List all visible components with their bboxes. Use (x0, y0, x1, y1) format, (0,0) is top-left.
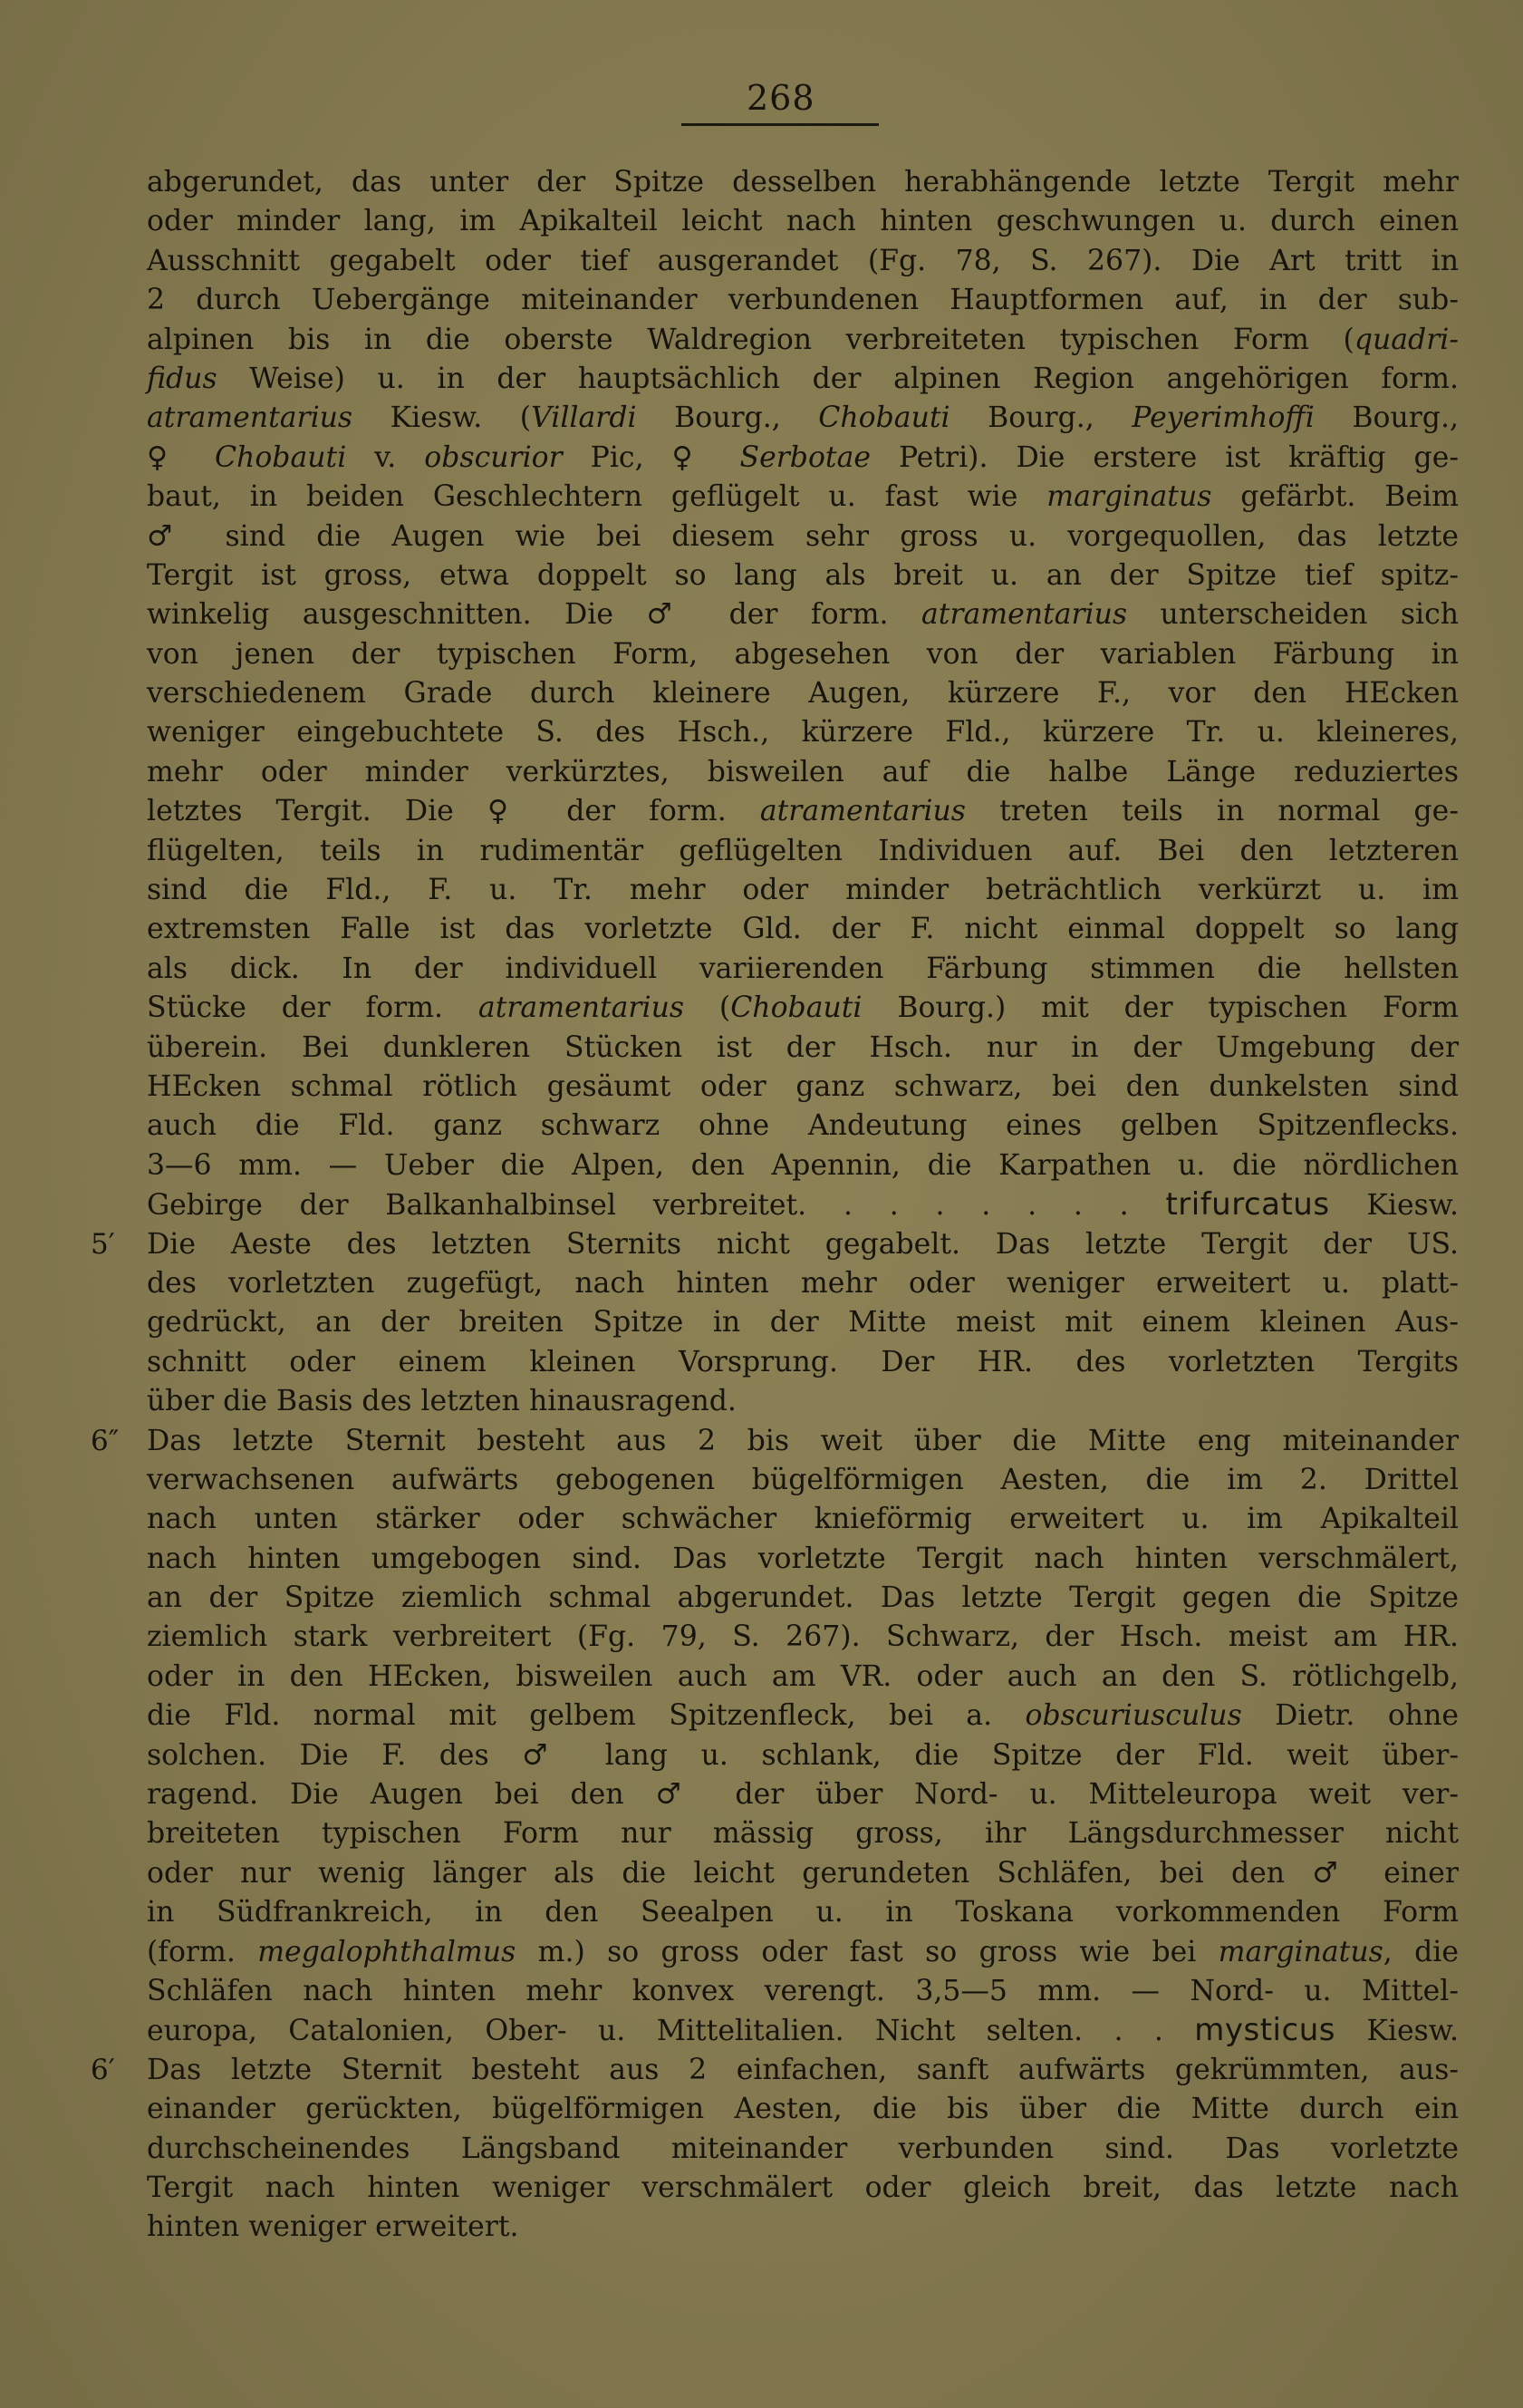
text-line: durchscheinendes Längsband miteinander verbunden sind. Das vorletzte (147, 2132, 1459, 2165)
text-line (147, 1697, 1459, 1736)
text-span: (form. (147, 1935, 258, 1968)
text-line: ♂ sind die Augen wie bei diesem sehr gross u. vorgequollen, das letzte (147, 519, 1459, 553)
taxon-name: Serbotae (739, 440, 871, 474)
page-number: 268 (747, 78, 815, 118)
text-span: Kiesw. ( (352, 401, 532, 435)
text-line: HEcken schmal rötlich gesäumt oder ganz schwarz, bei den dunkelsten sind (147, 1069, 1459, 1103)
taxon-name: obscuriusculus (1025, 1699, 1242, 1733)
text-span: Bourg.) mit der typischen Form (862, 991, 1459, 1025)
text-span: Kiesw. (1329, 1189, 1459, 1223)
text-line: Schläfen nach hinten mehr konvex verengt. 3,5—5 mm. — Nord- u. Mittel- (147, 1974, 1459, 2007)
text-span: ( (684, 991, 731, 1025)
taxon-name: Peyerimhoffi (1132, 401, 1315, 435)
taxon-name: megalophthalmus (257, 1935, 516, 1968)
text-line: an der Spitze ziemlich schmal abgerundet. Das letzte Tergit gegen die Spitze (147, 1581, 1459, 1615)
text-line: mehr oder minder verkürztes, bisweilen auf die halbe Länge reduziertes (147, 755, 1459, 788)
text-line (147, 595, 1459, 634)
text-line (147, 989, 1459, 1028)
text-span: winkelig ausgeschnitten. Die ♂ der form. (147, 598, 921, 632)
text-line: breiteten typischen Form nur mässig gross, ihr Längsdurchmesser nicht (147, 1817, 1459, 1851)
taxon-name: atramentarius (477, 991, 685, 1025)
text-line: abgerundet, das unter der Spitze desselben herabhängende letzte Tergit mehr (147, 166, 1459, 198)
species-name: mysticus (1194, 2012, 1335, 2049)
text-span: Weise) u. in der hauptsächlich der alpinen Region angehörigen form. (217, 362, 1459, 395)
text-line: nach hinten umgebogen sind. Das vorletzte Tergit nach hinten verschmälert, (147, 1542, 1459, 1575)
text-span: v. (346, 440, 425, 474)
text-line: auch die Fld. ganz schwarz ohne Andeutung eines gelben Spitzenflecks. (147, 1109, 1459, 1143)
taxon-name: Chobauti (214, 440, 347, 474)
taxon-name: Chobauti (818, 401, 950, 435)
text-line (147, 1933, 1459, 1972)
couplet-marker: 6′ (91, 2053, 115, 2086)
taxon-name: atramentarius (759, 795, 966, 828)
text-span: alpinen bis in die oberste Waldregion verbreiteten typischen Form ( (147, 323, 1354, 356)
text-span: Bourg., (636, 401, 819, 435)
text-span: Pic, ♀ (562, 440, 740, 474)
text-span: letztes Tergit. Die ♀ der form. (147, 795, 760, 828)
text-line: schnitt oder einem kleinen Vorsprung. Der HR. des vorletzten Tergits (147, 1345, 1459, 1378)
text-span: Dietr. ohne (1241, 1699, 1459, 1733)
text-line (91, 1422, 1459, 1461)
text-line: des vorletzten zugefügt, nach hinten mehr oder weniger erweitert u. platt- (147, 1266, 1459, 1300)
text-line: ragend. Die Augen bei den ♂ der über Nord- u. Mitteleuropa weit ver- (147, 1778, 1459, 1812)
text-line: Tergit nach hinten weniger verschmälert oder gleich breit, das letzte nach (147, 2171, 1459, 2204)
text-line: ziemlich stark verbreitert (Fg. 79, S. 267). Schwarz, der Hsch. meist am HR. (147, 1620, 1459, 1654)
text-line: hinten weniger erweitert. (147, 2210, 519, 2244)
species-name: trifurcatus (1165, 1186, 1330, 1223)
text-span: m.) so gross oder fast so gross wie bei (516, 1935, 1219, 1968)
text-line: nach unten stärker oder schwächer knieförmig erweitert u. im Apikalteil (147, 1503, 1459, 1536)
taxon-name: quadri- (1354, 323, 1459, 356)
taxon-name: Villardi (531, 401, 637, 435)
text-span: unterscheiden sich (1127, 598, 1460, 632)
text-line: Tergit ist gross, etwa doppelt so lang als breit u. an der Spitze tief spitz- (147, 558, 1459, 592)
taxon-name: Chobauti (730, 991, 863, 1025)
couplet-marker: 5′ (91, 1227, 115, 1261)
text-span: Bourg., (1314, 401, 1459, 435)
text-line: oder minder lang, im Apikalteil leicht nach hinten geschwungen u. durch einen (147, 205, 1459, 238)
text-line: verschiedenem Grade durch kleinere Augen, kürzere F., vor den HEcken (147, 677, 1459, 711)
text-line (147, 792, 1459, 831)
text-line: sind die Fld., F. u. Tr. mehr oder minder beträchtlich verkürzt u. im (147, 874, 1459, 907)
text-line: gedrückt, an der breiten Spitze in der Mitte meist mit einem kleinen Aus- (147, 1306, 1459, 1339)
text-line (147, 321, 1459, 360)
text-line: von jenen der typischen Form, abgesehen von der variablen Färbung in (147, 637, 1459, 671)
text-line: flügelten, teils in rudimentär geflügelten Individuen auf. Bei den letzteren (147, 834, 1459, 867)
taxon-name: atramentarius (921, 598, 1128, 632)
text-span: baut, in beiden Geschlechtern geflügelt u. fast wie (147, 480, 1047, 514)
female-symbol: ♀ (147, 440, 215, 474)
text-line (147, 478, 1459, 517)
text-line: oder in den HEcken, bisweilen auch am VR. oder auch an den S. rötlichgelb, (147, 1659, 1459, 1693)
text-line: 3—6 mm. — Ueber die Alpen, den Apennin, die Karpathen u. die nördlichen (147, 1148, 1459, 1182)
text-span: Petri). Die erstere ist kräftig ge- (871, 440, 1459, 474)
text-span: Stücke der form. (147, 991, 478, 1025)
taxon-name: fidus (147, 362, 217, 395)
header-rule (681, 123, 879, 126)
text-span: Gebirge der Balkanhalbinsel verbreitet. . . . . . . . (147, 1189, 1166, 1223)
taxon-name: obscurior (424, 440, 563, 474)
text-line: oder nur wenig länger als die leicht gerundeten Schläfen, bei den ♂ einer (147, 1856, 1459, 1890)
text-span: gefärbt. Beim (1211, 480, 1459, 514)
text-span: treten teils in normal ge- (965, 795, 1459, 828)
text-line (91, 2051, 1459, 2090)
text-span: Das letzte Sternit besteht aus 2 einfachen, sanft aufwärts gekrümmten, aus- (147, 2053, 1459, 2086)
text-span: , die (1383, 1935, 1460, 1968)
text-span: Die Aeste des letzten Sternits nicht gegabelt. Das letzte Tergit der US. (147, 1227, 1459, 1261)
text-line: Ausschnitt gegabelt oder tief ausgerandet (Fg. 78, S. 267). Die Art tritt in (147, 244, 1459, 277)
text-line: weniger eingebuchtete S. des Hsch., kürzere Fld., kürzere Tr. u. kleineres, (147, 716, 1459, 749)
text-line: in Südfrankreich, in den Seealpen u. in Toskana vorkommenden Form (147, 1896, 1459, 1929)
text-line: als dick. In der individuell variierenden Färbung stimmen die hellsten (147, 952, 1459, 985)
text-line (147, 2011, 1459, 2050)
text-line: über die Basis des letzten hinausragend. (147, 1385, 737, 1418)
couplet-marker: 6″ (91, 1424, 120, 1457)
text-span: Das letzte Sternit besteht aus 2 bis weit über die Mitte eng miteinander (147, 1424, 1459, 1457)
body-text (91, 163, 1460, 2248)
text-line: überein. Bei dunkleren Stücken ist der Hsch. nur in der Umgebung der (147, 1030, 1459, 1064)
taxon-name: marginatus (1046, 480, 1212, 514)
text-line (147, 439, 1459, 478)
text-line: verwachsenen aufwärts gebogenen bügelförmigen Aesten, die im 2. Drittel (147, 1463, 1459, 1496)
text-line (147, 360, 1459, 399)
text-line: solchen. Die F. des ♂ lang u. schlank, die Spitze der Fld. weit über- (147, 1738, 1459, 1772)
text-line: 2 durch Uebergänge miteinander verbundenen Hauptformen auf, in der sub- (147, 284, 1459, 317)
text-line (147, 1185, 1459, 1224)
text-line (147, 399, 1459, 438)
text-span: europa, Catalonien, Ober- u. Mittelitalien. Nicht selten. . . (147, 2015, 1195, 2048)
text-line: extremsten Falle ist das vorletzte Gld. der F. nicht einmal doppelt so lang (147, 913, 1459, 946)
text-line (91, 1225, 1459, 1264)
text-span: die Fld. normal mit gelbem Spitzenfleck, bei a. (147, 1699, 1026, 1733)
taxon-name: marginatus (1218, 1935, 1383, 1968)
taxon-name: atramentarius (147, 401, 353, 435)
text-span: Bourg., (949, 401, 1133, 435)
text-line: einander gerückten, bügelförmigen Aesten, die bis über die Mitte durch ein (147, 2093, 1459, 2126)
text-span: Kiesw. (1335, 2015, 1459, 2048)
